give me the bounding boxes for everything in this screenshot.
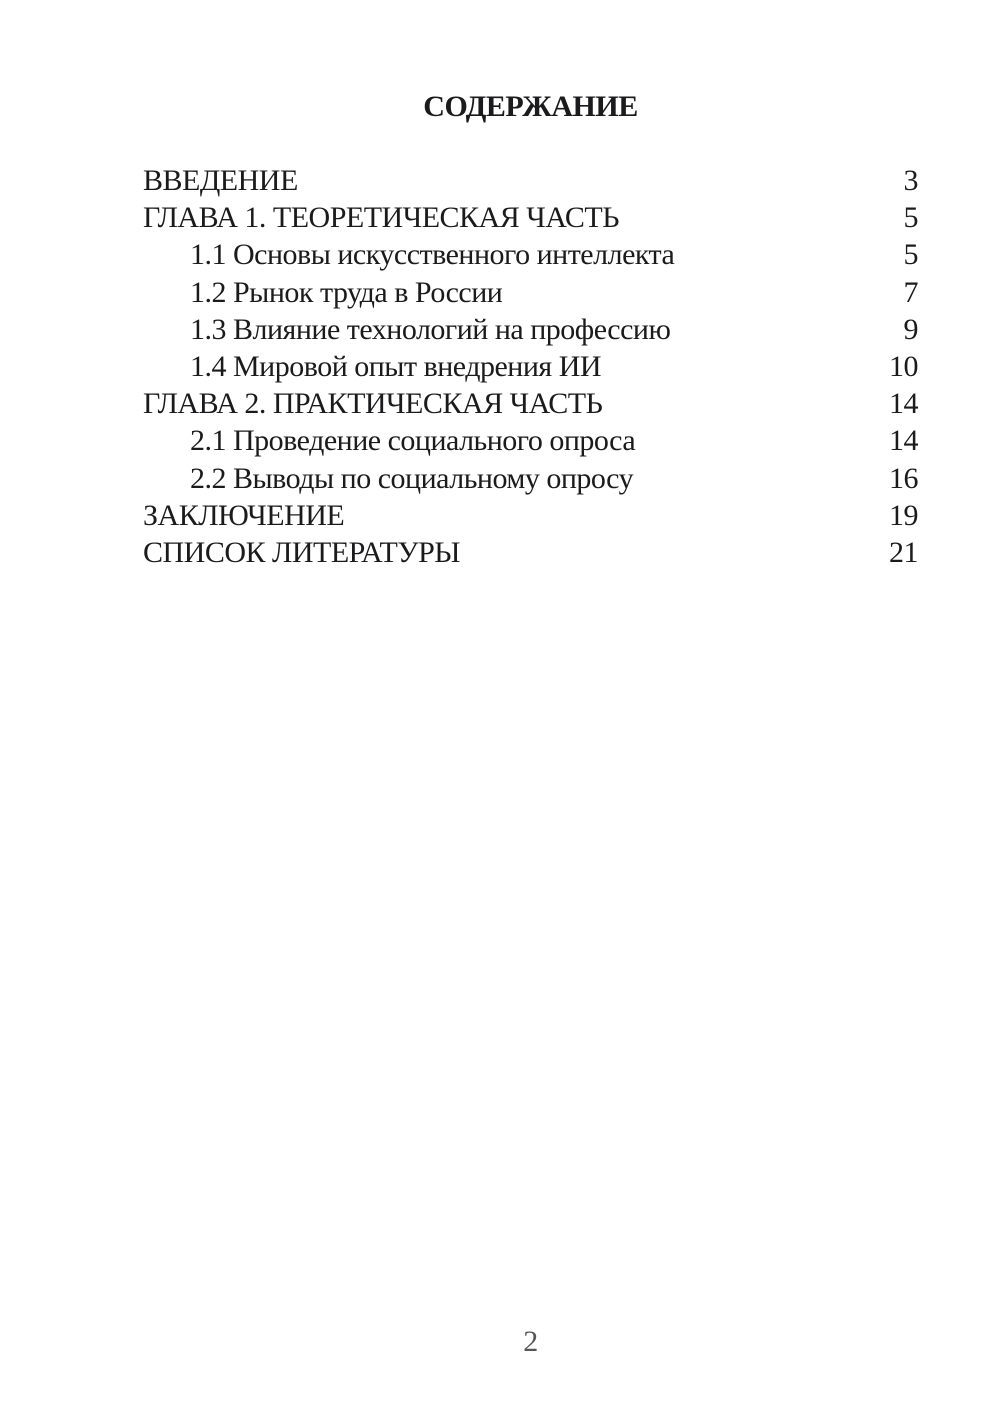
toc-entry-page-number: 21 bbox=[889, 535, 918, 569]
toc-entry bbox=[143, 199, 918, 236]
toc-entry-label: 1.3 Влияние технологий на профессию bbox=[190, 312, 671, 346]
toc-entry bbox=[143, 497, 918, 534]
toc-entry bbox=[143, 460, 918, 497]
toc-entry-label: ГЛАВА 2. ПРАКТИЧЕСКАЯ ЧАСТЬ bbox=[143, 387, 603, 421]
toc-entry-label: 2.1 Проведение социального опроса bbox=[190, 424, 636, 458]
toc-entry bbox=[143, 385, 918, 422]
toc-entry-page-number: 16 bbox=[889, 461, 918, 495]
toc-entry-page-number: 7 bbox=[903, 275, 918, 309]
toc-entry bbox=[143, 311, 918, 348]
toc-entry-label: ЗАКЛЮЧЕНИЕ bbox=[143, 498, 345, 532]
toc-entry-label: ГЛАВА 1. ТЕОРЕТИЧЕСКАЯ ЧАСТЬ bbox=[143, 201, 619, 235]
toc-entry-label: ВВЕДЕНИЕ bbox=[143, 164, 298, 197]
toc-entry-label: 1.4 Мировой опыт внедрения ИИ bbox=[190, 349, 602, 383]
toc-entry bbox=[143, 236, 918, 273]
toc-entry-page-number: 10 bbox=[889, 349, 918, 383]
toc-entry-page-number: 19 bbox=[889, 498, 918, 532]
toc-entry-label: 2.2 Выводы по социальному опросу bbox=[190, 461, 634, 495]
toc-entry-label: СПИСОК ЛИТЕРАТУРЫ bbox=[143, 535, 460, 569]
toc-entry-page-number: 14 bbox=[889, 424, 918, 458]
page-title: СОДЕРЖАНИЕ bbox=[423, 90, 638, 123]
table-of-contents bbox=[143, 162, 918, 571]
toc-entry-label: 1.2 Рынок труда в России bbox=[190, 275, 503, 309]
toc-entry bbox=[143, 162, 918, 199]
toc-entry-label: 1.1 Основы искусственного интеллекта bbox=[190, 238, 675, 272]
toc-entry-page-number: 3 bbox=[903, 164, 918, 197]
page-number-footer: 2 bbox=[523, 1325, 538, 1358]
toc-entry-page-number: 5 bbox=[903, 238, 918, 272]
toc-entry-page-number: 9 bbox=[903, 312, 918, 346]
toc-entry-page-number: 5 bbox=[903, 201, 918, 235]
toc-entry-page-number: 14 bbox=[889, 387, 918, 421]
toc-entry bbox=[143, 534, 918, 571]
toc-entry bbox=[143, 422, 918, 459]
toc-entry bbox=[143, 348, 918, 385]
toc-entry bbox=[143, 274, 918, 311]
